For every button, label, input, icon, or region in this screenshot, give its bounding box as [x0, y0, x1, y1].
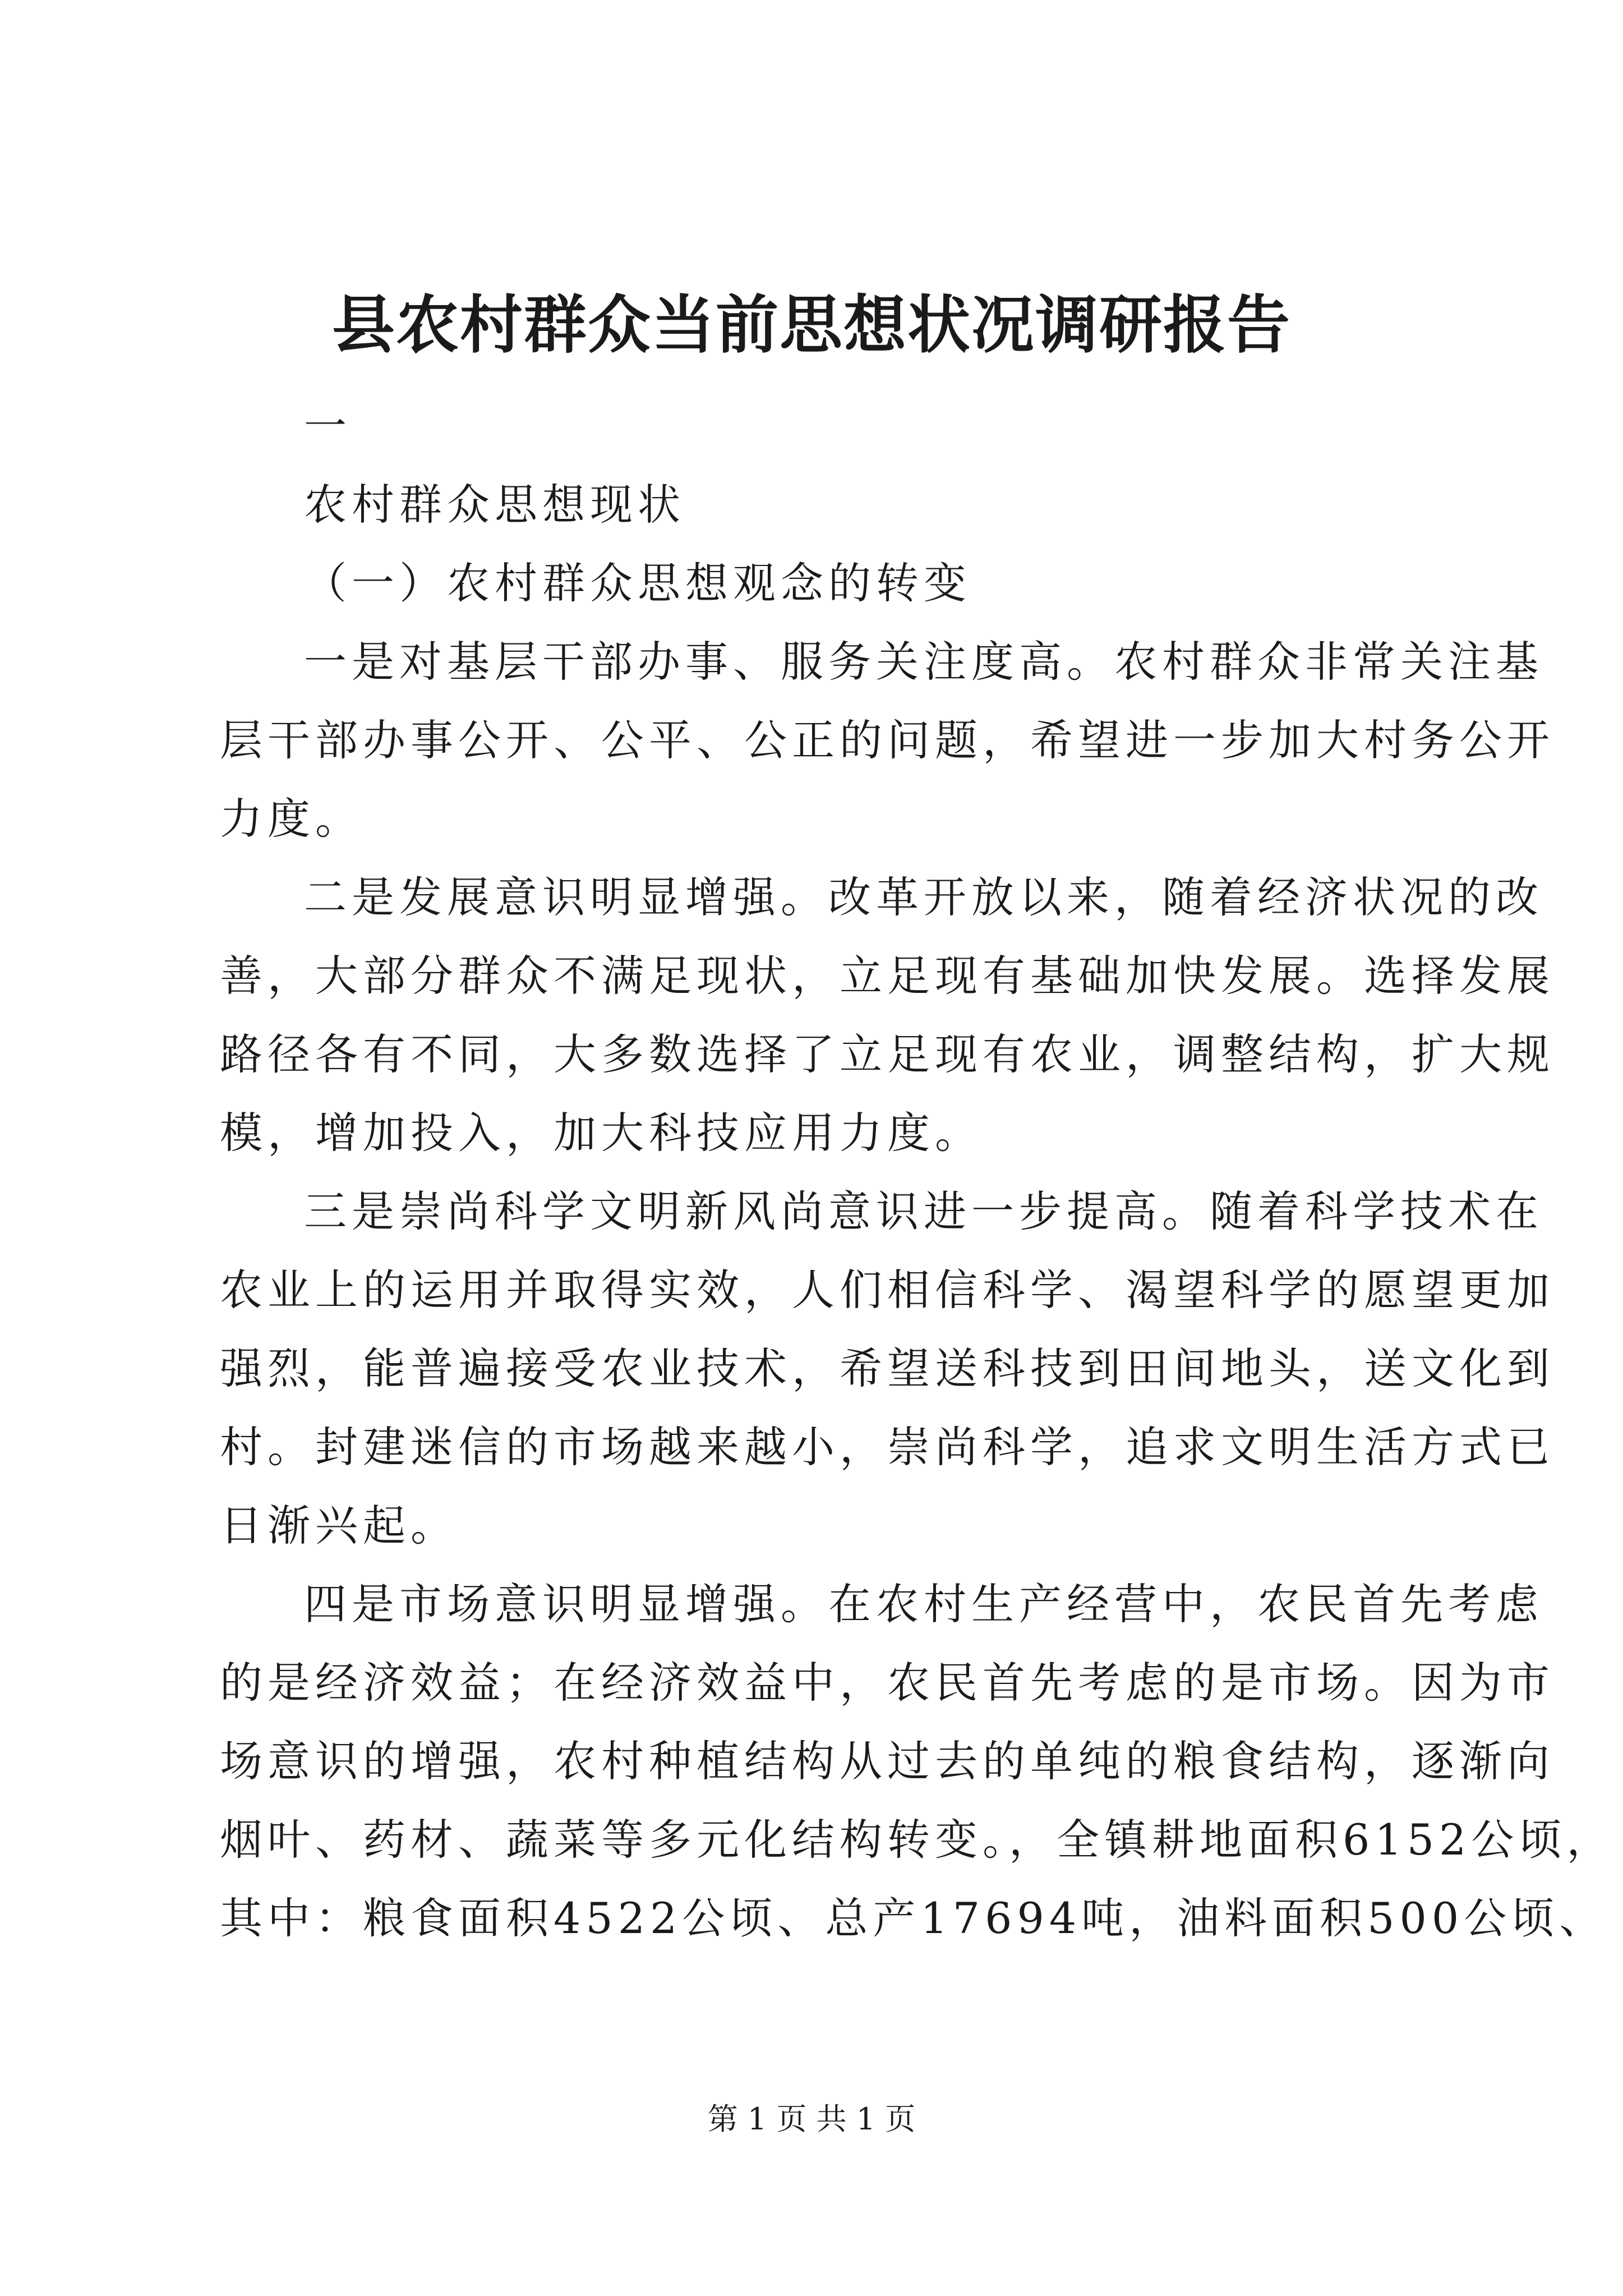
paragraph-line: 路径各有不同，大多数选择了立足现有农业，调整结构，扩大规 — [220, 1029, 1555, 1079]
paragraph-line: 一是对基层干部办事、服务关注度高。农村群众非常关注基 — [304, 637, 1543, 687]
paragraph-line: 模，增加投入，加大科技应用力度。 — [220, 1108, 983, 1158]
page-number-label: 第 1 页 共 1 页 — [707, 2101, 916, 2137]
paragraph-line: 二是发展意识明显增强。改革开放以来，随着经济状况的改 — [304, 872, 1543, 922]
paragraph-line: 层干部办事公开、公平、公正的问题，希望进一步加大村务公开 — [220, 715, 1555, 765]
paragraph-line: 农业上的运用并取得实效，人们相信科学、渴望科学的愿望更加 — [220, 1265, 1555, 1315]
paragraph-line: 村。封建迷信的市场越来越小，崇尚科学，追求文明生活方式已 — [220, 1422, 1555, 1472]
paragraph-line: 烟叶、药材、蔬菜等多元化结构转变。，全镇耕地面积6152公顷， — [220, 1815, 1615, 1865]
paragraph-line: 日渐兴起。 — [220, 1501, 458, 1550]
paragraph-line: 其中：粮食面积4522公顷、总产17694吨，油料面积500公顷、 — [220, 1893, 1607, 1943]
paragraph-line: 力度。 — [220, 794, 363, 844]
paragraph-line: 四是市场意识明显增强。在农村生产经营中，农民首先考虑 — [304, 1579, 1543, 1629]
paragraph-line: 场意识的增强，农村种植结构从过去的单纯的粮食结构，逐渐向 — [220, 1736, 1555, 1786]
section-number: 一 — [304, 401, 352, 451]
section-heading: 农村群众思想现状 — [304, 480, 685, 530]
paragraph-line: 强烈，能普遍接受农业技术，希望送科技到田间地头，送文化到 — [220, 1343, 1555, 1393]
paragraph-line: 善，大部分群众不满足现状，立足现有基础加快发展。选择发展 — [220, 951, 1555, 1001]
paragraph-line: 三是崇尚科学文明新风尚意识进一步提高。随着科学技术在 — [304, 1186, 1543, 1236]
page-title: 县农村群众当前思想状况调研报告 — [332, 288, 1291, 362]
subsection-heading: （一）农村群众思想观念的转变 — [304, 558, 971, 608]
paragraph-line: 的是经济效益；在经济效益中，农民首先考虑的是市场。因为市 — [220, 1658, 1555, 1708]
page-footer — [0, 2097, 1623, 2142]
